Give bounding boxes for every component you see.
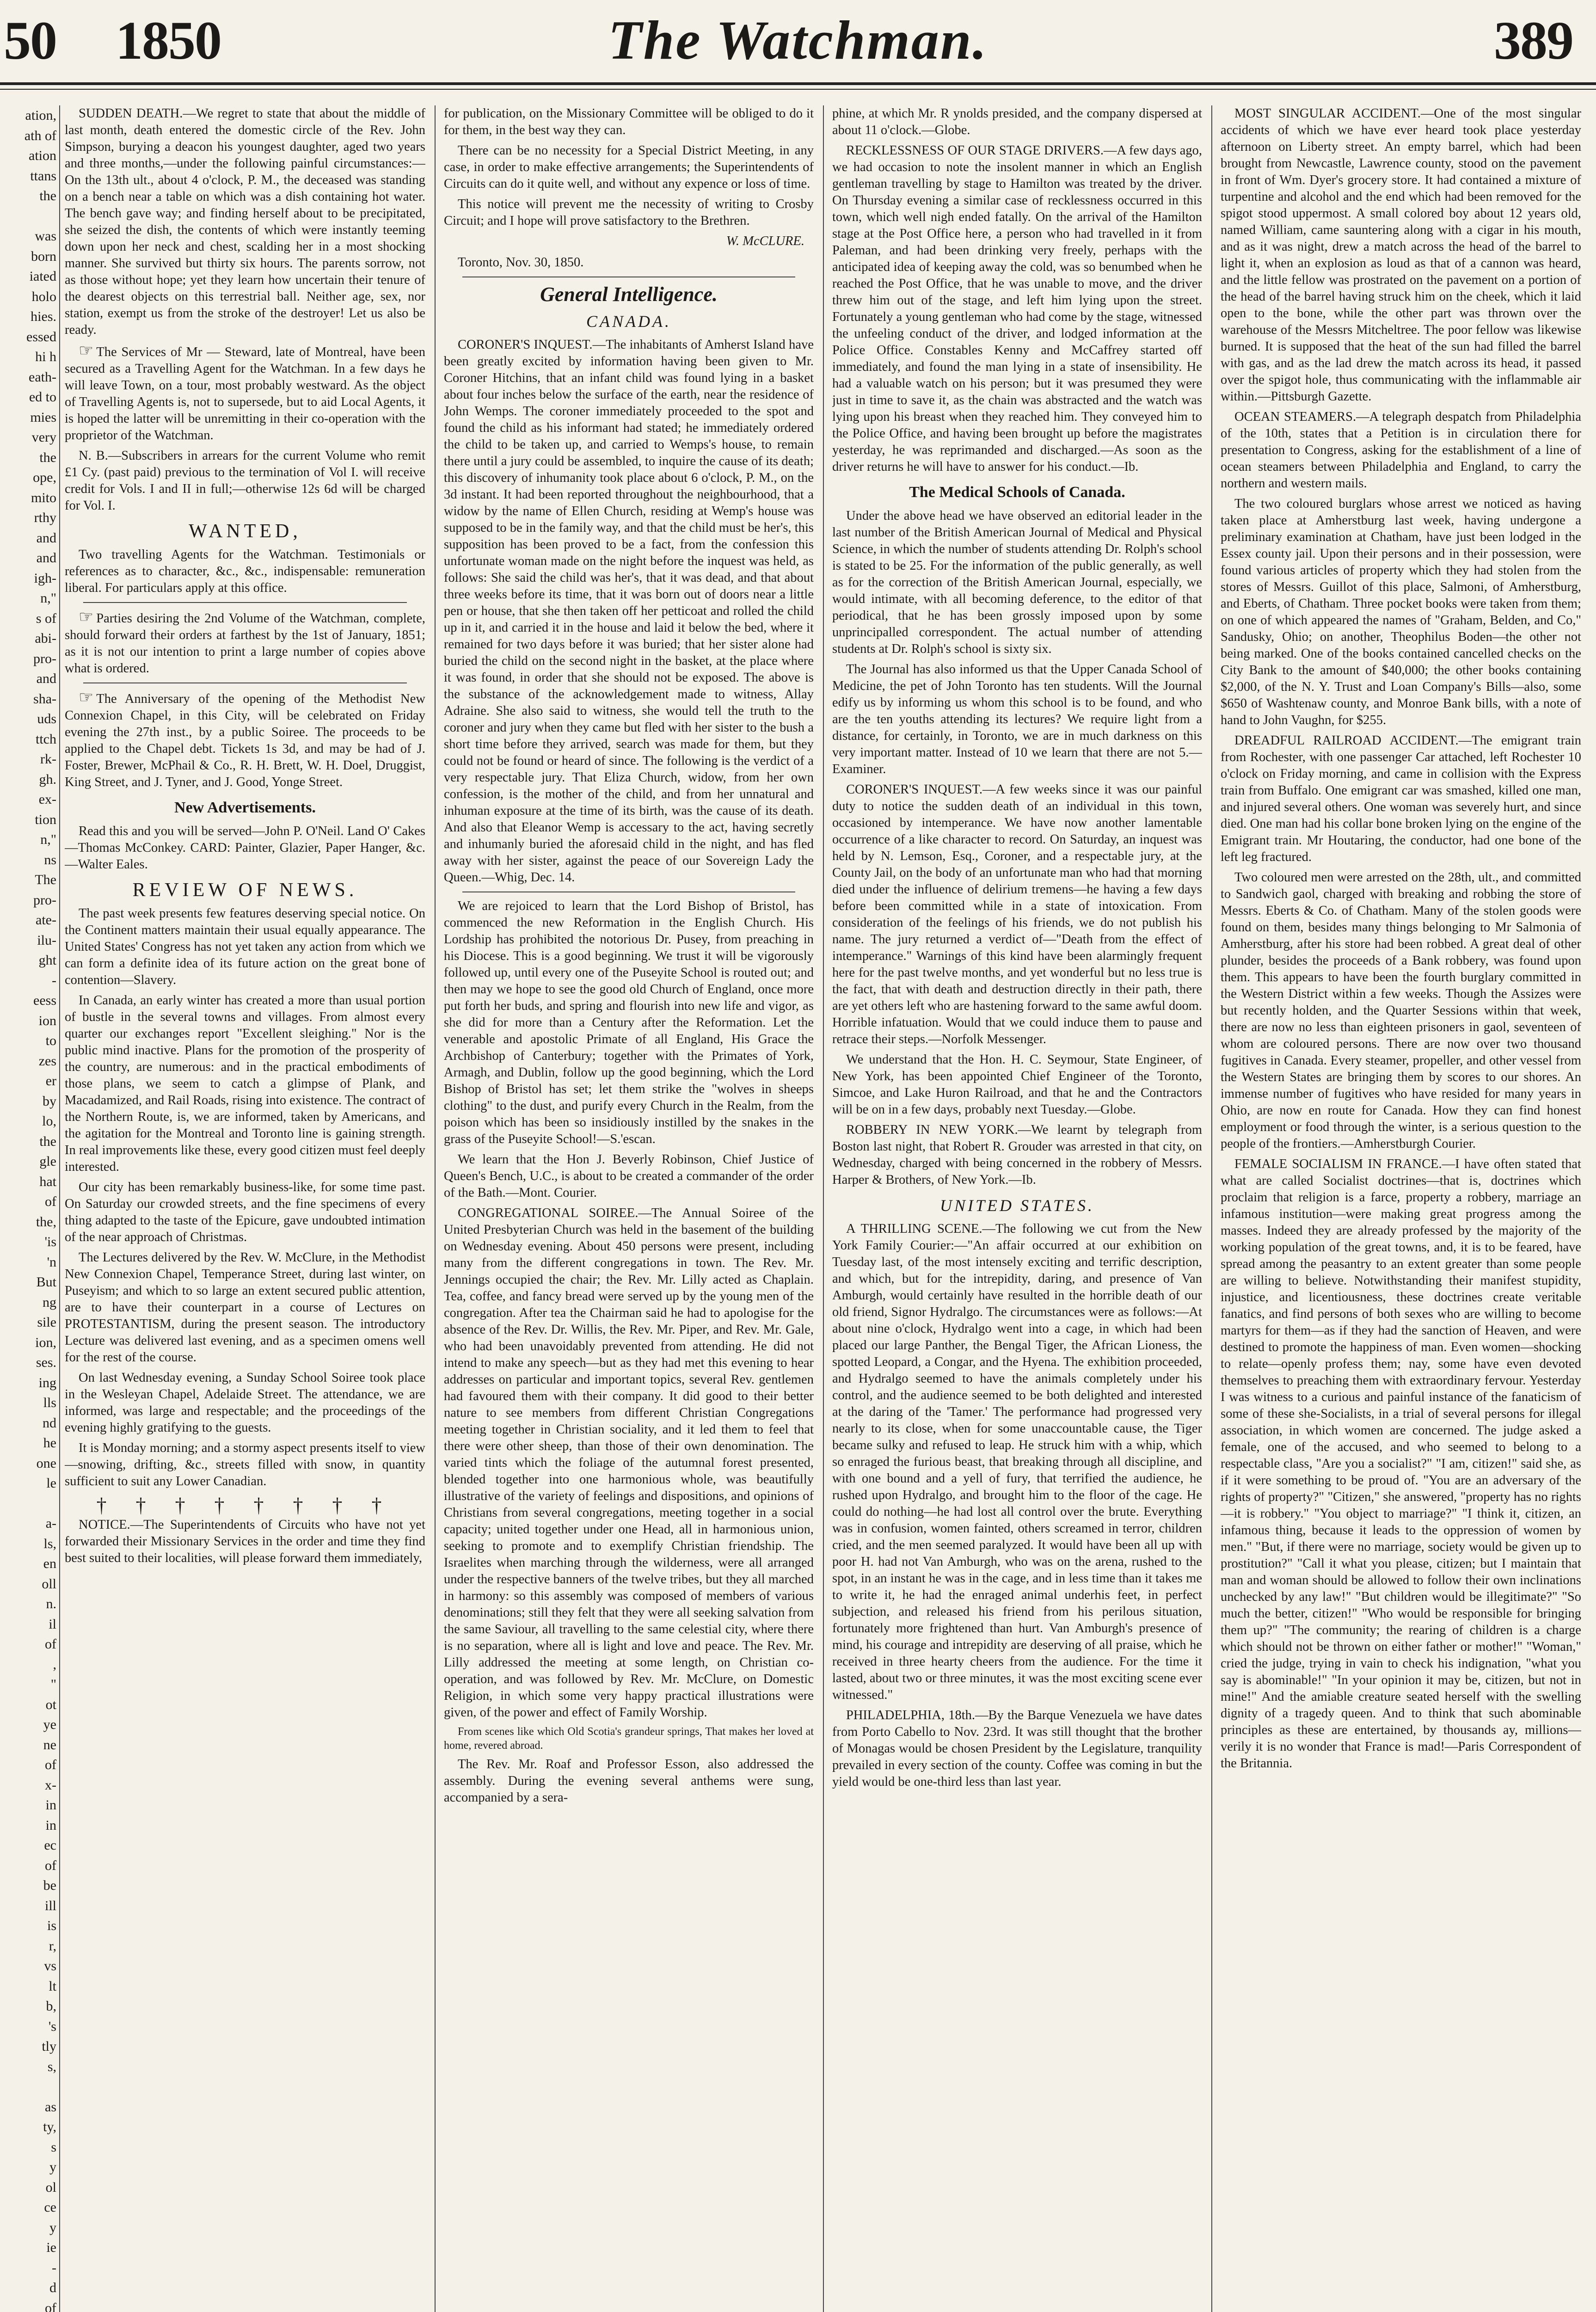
cropped-text-fragment: lo, xyxy=(42,1113,56,1129)
cropped-text-fragment: and xyxy=(36,550,56,566)
cropped-text-fragment: hies. xyxy=(31,309,56,324)
notice-subscribers: N. B.—Subscribers in arrears for the current Volume who remit £1 Cy. (past paid) previous to the termination of Vol I. will receive credit for Vols. I and II in full;—otherwise 12s 6d will be charged for Vol. I. xyxy=(65,449,425,513)
newspaper-title: The Watchman. xyxy=(608,9,988,71)
cropped-text-fragment: born xyxy=(31,248,56,264)
cropped-text-fragment: ye xyxy=(43,1717,56,1732)
cropped-text-fragment: ng xyxy=(43,1294,56,1310)
letter-signature: W. McCLURE. xyxy=(726,234,804,248)
cropped-text-fragment: ot xyxy=(45,1697,56,1712)
cropped-text-fragment: and xyxy=(36,530,56,546)
column-divider xyxy=(59,105,60,2312)
article-inquest: CORONER'S INQUEST.—The inhabitants of Amherst Island have been greatly excited by information having been given to Mr. Coroner Hitchins, that an infant child was found lying in a basket about four inches below the surface of the earth, near the residence of John Wemps. The coroner immediately proceeded to the spot and found the child as his informant had stated; he immediately ordered the child to be taken up, and carried to Wemps's house, to remain there until a jury could be assembled, to inquire the cause of its death; this discovery of inhumanity took place about 6 o'clock, P. M., on the 3d instant. It had been reported throughout the neighbourhood, that a widow by the name of Ellen Church, residing at Wemp's house was supposed to be in the family way, and that the child must be her's, this supposition has been proved to be a fact, from the confession this unfortunate woman made on the night before the inquest was held, as follows: She said the child was her's, that it was dead, and that about three weeks before its time, that it was born out of doors near a little pen or house, that she then taken off her petticoat and rolled the child up in it, and carried it in the house and laid it below the bed, where it remained for two days before it was buried; that her sister alone had buried the child on the second night in the basket, at the place where it was found, in order that she should not be exposed. The above is the substance of the acknowledgement made to witness, Allay Adraine. She also said to witness, she would tell the truth to the coroner and jury when they came but fled with her sister to the bush a short time before they arrived, search was made for them, but they could not be found or heard of since. The following is the verdict of a very respectable jury. That Eliza Church, widow, from her own confession, is the mother of the child, and from her unnatural and inhuman exposure at the time of its birth, was the cause of its death. And also that Eleanor Wemp is accessary to the act, having secretly and inhumanly buried the aforesaid child in the night, and has fled away with her sister, against the peace of our Sovereign Lady the Queen.—Whig, Dec. 14. xyxy=(444,338,814,885)
dagger-ornament-row: † † † † † † † † xyxy=(96,1494,394,1517)
cropped-text-fragment: the xyxy=(39,1133,56,1149)
cropped-text-fragment: in xyxy=(45,1817,56,1833)
cropped-text-fragment: gle xyxy=(39,1154,56,1169)
pointing-hand-icon: ☞ xyxy=(79,608,94,626)
cropped-text-fragment: eath- xyxy=(29,369,56,385)
review-paragraph: On last Wednesday evening, a Sunday School Soiree took place in the Wesleyan Chapel, Adelaide Street. The attendance, we are informed, was large and respectable; and the proceedings of the evening highly gratifying to the guests. xyxy=(65,1371,425,1435)
cropped-text-fragment: le xyxy=(46,1476,56,1491)
article-thrilling-scene: A THRILLING SCENE.—The following we cut from the New York Family Courier:—"An affair occurred at our exhibition on Tuesday last, of the most intensely exciting and terrific description, and which, but for the intrepidity, daring, and presence of Van Amburgh, would certainly have resulted in the horrible death of our old friend, Signor Hydralgo. The circumstances were as follows:—At about nine o'clock, Hydralgo went into a cage, in which had been placed our large Panther, the Bengal Tiger, the African Lioness, the spotted Leopard, a Congar, and the Hyena. The exhibition proceeded, and Hydralgo seemed to have the animals completely under his control, and the audience seemed to be both delighted and interested at the daring of the 'Tamer.' The performance had progressed very nearly to its close, when for some unaccountable cause, the Tiger became sulky and refused to leap. He struck him with a whip, which so enraged the furious beast, that breaking through all discipline, and with one bound and a yell of fury, that terrified the audience, he rushed upon Hydralgo, and brought him to the floor of the cage. He could do nothing—he had lost all control over the brute. Everything was in confusion, women fainted, others screamed in terror, children cried, and the men seemed paralyzed. It would have been all up with poor H. had not Van Amburgh, who was on the arena, rushed to the spot, in an instant he was in the cage, and in less time than it takes me to write it, he had the enraged animal underhis feet, in perfect subjection, and released his friend from his perilous situation, fortunately more frightened than hurt. Van Amburgh's presence of mind, his courage and intrepidity are deserving of all praise, which he received in three hearty cheers from the audience. For the time it lasted, about two or three minutes, it was the most exciting scene ever witnessed." xyxy=(832,1222,1202,1702)
cropped-text-fragment: r, xyxy=(49,1938,56,1954)
article-soiree: CONGREGATIONAL SOIREE.—The Annual Soiree of the United Presbyterian Church was held in the basement of the building on Wednesday evening. About 450 persons were present, including many from the different congregations in town. The Rev. Mr. Jennings occupied the chair; the Rev. Mr. Lilly acted as Chaplain. Tea, coffee, and fancy bread were served up by the young men of the congregation. After tea the Chairman said he had to apologise for the absence of the Rev. Dr. Willis, the Rev. Mr. Piper, and Rev. Mr. Gale, who had been unavoidably prevented from attending. He did not intend to make any speech—but as they had met this evening to hear addresses on particular and important topics, several Rev. gentlemen had favoured them with their company. It did good to their better nature to see members from different Christian Congregations meeting together in Christian sociality, and it led them to feel that there were other sheep, than those of their own denomination. The varied tints which the foliage of the autumnal forest presented, blended together into one harmonious whole, was beautifully illustrative of the variety of feelings and dispositions, and opinions of Christians from several congregations, meeting together in a social capacity; united together under one Head, all in harmonious union, seeking to promote and to exemplify Christian friendship. The Israelites when marching through the wilderness, were all arranged under the respective banners of the twelve tribes, but they all marched in harmony: so this assembly was composed of members of various denominations; still they felt that they were all seeking salvation from the same Saviour, all travelling to the same celestial city, where there is no separation, where all is light and love and peace. The Rev. Mr. Lilly addressed the meeting at some length, on Christian co-operation, and was followed by Rev. Mr. McClure, on Domestic Religion, in which some very happy practical illustrations were given, of the power and effect of Family Worship. xyxy=(444,1206,814,1720)
cropped-text-fragment: the xyxy=(39,188,56,203)
cropped-text-fragment: oll xyxy=(42,1576,56,1592)
cropped-text-fragment: gh. xyxy=(39,771,56,787)
article-female-socialism: FEMALE SOCIALISM IN FRANCE.—I have often stated that what are called Socialist doctrines—that is, doctrines which proclaim that religion is a farce, property a robbery, marriage an infamous institution—were making great progress among the masses. Indeed they are already professed by the majority of the working population of the great towns, and, it is to be feared, have spread among the peasantry to an extent greater than some people are willing to believe. Notwithstanding their manifest stupidity, injustice, and licentiousness, these doctrines create veritable fanatics, and find persons of both sexes who are willing to become martyrs for them—as if they had the sanction of Heaven, and were destined to promote the happiness of man. Even women—shocking to relate—openly profess them; nay, some have even devoted themselves to preaching them with extraordinary fervour. Yesterday I was witness to a curious and painful instance of the fanaticism of some of these she-Socialists, in a trial of several persons for illegal association, in which women are concerned. The judge asked a female, one of the accused, and who seemed to belong to a respectable class, "Are you a socialist?" "I am, citizen!" said she, as if it were something to be proud of. "You are an adversary of the rights of property?" "Citizen," she answered, "property has no rights—it is robbery." "You object to marriage?" "I think it, citizen, an infamous thing, because it leads to the oppression of women by men." "But, if there were no marriage, society would be given up to prostitution?" "Call it what you please, citizen; but I maintain that man and woman should be allowed to follow their own inclinations unchecked by any law!" "But children would be illegitimate?" "So much the better, citizen!" "Who would be responsible for bringing them up?" "The community; the rearing of children is a charge which should not be thrown on either father or mother!" "Woman," cried the judge, trying in vain to check his indignation, "what you say is abominable!" "In your opinion it may be, citizen, but not in mine!" And the amiable creature seated herself with the swelling dignity of a tragedy queen. And to think that such abominable principles as these are entertained, by thousands ay, millions—verily it is no wonder that France is mad!—Paris Correspondent of the Britannia. xyxy=(1221,1157,1581,1771)
cropped-text-fragment: , xyxy=(53,1656,56,1672)
column-2 xyxy=(444,105,814,2312)
cropped-text-fragment: n," xyxy=(40,832,56,847)
cropped-text-fragment: ilu- xyxy=(37,932,56,948)
cropped-text-fragment: vs xyxy=(44,1958,56,1974)
wanted-text: Two travelling Agents for the Watchman. Testimonials or references as to character, &c., &c., indispensable: remuneration liberal. For particulars apply at this office. xyxy=(65,547,425,595)
article-medical: Under the above head we have observed an editorial leader in the last number of the British American Journal of Medical and Physical Science, in which the number of students attending Dr. Rolph's school is stated to be 25. For the information of the public generally, as well as for the correction of the British American Journal, especially, we would intimate, with all becoming deference, to the editor of that periodical, that he has been grossly imposed upon by some unprincipalled correspondent. The actual number of attending students at Dr. Rolph's school is sixty six. xyxy=(832,509,1202,656)
cropped-text-fragment: n. xyxy=(46,1596,56,1611)
notice-volume xyxy=(65,609,425,677)
cropped-text-fragment: ion, xyxy=(35,1334,56,1350)
new-advertisements-heading: New Advertisements. xyxy=(174,799,316,816)
pointing-hand-icon: ☞ xyxy=(79,688,94,707)
cropped-text-fragment: abi- xyxy=(35,631,56,646)
verse-quote: From scenes like which Old Scotia's grandeur springs, That makes her loved at home, revered abroad. xyxy=(444,1726,814,1752)
cropped-text-fragment: holo xyxy=(31,289,56,304)
cropped-text-fragment: ation, xyxy=(25,108,56,123)
letter-dateline: Toronto, Nov. 30, 1850. xyxy=(458,255,584,270)
article-arrested: Two coloured men were arrested on the 28th, ult., and committed to Sandwich gaol, charged with breaking and robbing the store of Messrs. Eberts & Co. of Chatham. Many of the stolen goods were found on them, besides many things belonging to Mr Salmonia of Amherstburg, after his store had been robbed. A great deal of other plunder, besides the proceeds of a Bank robbery, was found upon them. This appears to have been the fourth burglary committed in the Western District within a few weeks. Though the Assizes were but recently holden, and the Quarter Sessions within that week, there are now no less than eighteen prisoners in gaol, seventeen of whom are coloured persons. There are now over two thousand fugitives in Canada. Every steamer, propeller, and other vessel from the Western States are bringing them by scores to our shores. An immense number of fugitives who have resided for many years in Ohio, are now en route for Canada. How they can find honest employment or food through the winter, is a serious question to the people of the frontiers.—Amherstburgh Courier. xyxy=(1221,870,1581,1151)
article-philadelphia: PHILADELPHIA, 18th.—By the Barque Venezuela we have dates from Porto Cabello to Nov. 23rd. It was still thought that the brother of Monagas would be chosen President by the Legislature, tranquility prevailed in every section of the county. Coffee was coming in but the yield would be one-third less than last year. xyxy=(832,1708,1202,1789)
cropped-text-fragment: a- xyxy=(45,1516,56,1531)
wanted-heading: WANTED, xyxy=(189,521,301,542)
soiree-continuation: phine, at which Mr. R ynolds presided, and the company dispersed at about 11 o'clock.—Globe. xyxy=(832,106,1202,137)
cropped-text-fragment: ls, xyxy=(43,1536,56,1551)
cropped-text-fragment: x- xyxy=(45,1777,56,1793)
cropped-text-fragment: y xyxy=(49,2159,56,2175)
cropped-text-fragment: ed to xyxy=(29,389,56,405)
cropped-text-fragment: tion xyxy=(35,812,56,827)
letter-continuation: for publication, on the Missionary Committee will be obliged to do it for them, in the best way they can. xyxy=(444,106,814,137)
cropped-text-fragment: one xyxy=(36,1455,56,1471)
cropped-text-fragment: mito xyxy=(31,490,56,505)
cropped-text-fragment: uds xyxy=(37,711,56,726)
cropped-text-fragment: the xyxy=(39,449,56,465)
article-singular-accident: MOST SINGULAR ACCIDENT.—One of the most singular accidents of which we have ever heard took place yesterday afternoon on Liberty street. An empty barrel, which had been brought from Newcastle, Lawrence county, stood on the pavement in front of Wm. Dyer's grocery store. It had contained a mixture of turpentine and alcohol and the end which had been removed for the spigot stood uppermost. A small colored boy about 12 years old, named William, came sauntering along with a cigar in his mouth, and as it was night, drew a match across the head of the barrel to light it, when an explosion as loud as that of a cannon was heard, and the little fellow was prostrated on the pavement on a portion of the head of the barrel having struck him on the cheek, which it laid open to the bone, while the other part was thrown over the warehouse of the Messrs Mitcheltree. The poor fellow was likewise burned. It is supposed that the heat of the sun had filled the barrel with gas, and as the lad drew the match across its head, it passed over the spigot hole, thus communicating with the inflammable air within.—Pittsburgh Gazette. xyxy=(1221,106,1581,404)
notice-superintendents: NOTICE.—The Superintendents of Circuits who have not yet forwarded their Missionary Services in the order and time they find best suited to their localities, will please forward them immediately, xyxy=(65,1518,425,1565)
cropped-text-fragment: of xyxy=(45,1857,56,1873)
notice-anniversary xyxy=(65,689,425,791)
column-divider xyxy=(823,105,824,2312)
cropped-text-fragment: ne xyxy=(43,1737,56,1752)
cropped-text-fragment: But xyxy=(36,1274,56,1290)
column-divider xyxy=(1211,105,1212,2312)
article-recklessness: RECKLESSNESS OF OUR STAGE DRIVERS.—A few days ago, we had occasion to note the insolent manner in which an English gentleman travelling by stage to Hamilton was treated by the driver. On Thursday evening a similar case of recklessness occurred in this town, which well nigh ended fatally. On the arrival of the Hamilton stage at the Post Office here, a person who had travelled in it from Paleman, and had been drinking very freely, perhaps with the anticipated idea of keeping away the cold, was so benumbed when he reached the Post Office, that he was unable to move, and the driver threw him out of the stage, and left him lying upon the street. Fortunately a young gentleman who had come by the stage, witnessed the unfeeling conduct of the driver, and lodged information at the Police Office. Constables Kenny and McCaffrey started off immediately, and found the man lying in a state of insensibility. He had a valuable watch on his person; but it was presumed they were just in time to save it, as the chain was abstracted and the watch was lying upon his breast when they reached him. They conveyed him to the Police Office, and having been brought up before the magistrates yesterday, he was reprimanded and discharged.—As soon as the driver returns he will have to answer for his conduct.—Ib. xyxy=(832,143,1202,474)
article-seymour: We understand that the Hon. H. C. Seymour, State Engineer, of New York, has been appointed Chief Engineer of the Toronto, Simcoe, and Lake Huron Railroad, and that he and the Contractors will be on in a few days, probably next Tuesday.—Globe. xyxy=(832,1052,1202,1117)
masthead xyxy=(0,0,1596,106)
review-paragraph: The past week presents few features deserving special notice. On the Continent matters maintain their usual equally appearance. The United States' Congress has not yet taken any action from which we can form a definite idea of its future action on the great bone of contention—Slavery. xyxy=(65,906,425,987)
page-number-left: 50 xyxy=(4,10,56,71)
article-bishop-bristol: We are rejoiced to learn that the Lord Bishop of Bristol, has commenced the new Reformation in the English Church. His Lordship has prohibited the notorious Dr. Pusey, from preaching in his Diocese. This is a good beginning. We trust it will be vigorously followed up, until every one of the Puseyite School is routed out; and then may we hope to see the good old Church of England, once more put forth her buds, and spring and flourish into new life and vigor, as she did for more than a Century after the Reformation. Let the venerable and apostolic Primate of all England, His Grace the Archbishop of Canterbury; together with the Primates of York, Armagh, and Dublin, follow up the good beginning, which the Lord Bishop of Bristol has set; let them strike the "wolves in sheeps clothing" to the dust, and purify every Church in the Realm, from the poison which has been so insidiously instilled by the snakes in the grass of the Puseyite School!—S.'escan. xyxy=(444,899,814,1146)
cropped-text-fragment: en xyxy=(43,1556,56,1571)
cropped-text-fragment: nd xyxy=(43,1415,56,1431)
cropped-text-fragment: sile xyxy=(37,1315,56,1330)
column-4 xyxy=(1221,105,1581,2312)
notice-volume-text: Parties desiring the 2nd Volume of the Watchman, complete, should forward their orders at farthest by the 1st of January, 1851; as it is not our intention to print a large number of copies above what is ordered. xyxy=(65,611,425,676)
cropped-text-fragment: s of xyxy=(36,610,56,626)
cropped-text-fragment: lt xyxy=(49,1978,56,1994)
pointing-hand-icon: ☞ xyxy=(79,341,94,360)
cropped-text-fragment: he xyxy=(43,1435,56,1451)
cropped-text-fragment: of xyxy=(45,1757,56,1772)
article-robinson: We learn that the Hon J. Beverly Robinson, Chief Justice of Queen's Bench, U.C., is about to be created a commander of the order of the Bath.—Mont. Courier. xyxy=(444,1152,814,1200)
cropped-text-fragment: y xyxy=(49,2220,56,2235)
separator xyxy=(83,602,407,603)
notice-services xyxy=(65,342,425,444)
cropped-text-fragment: ex- xyxy=(38,792,56,807)
cropped-text-fragment: ath of xyxy=(24,128,56,143)
cropped-text-fragment: ion xyxy=(38,1013,56,1028)
cropped-text-fragment: rthy xyxy=(34,510,56,525)
cropped-text-fragment: ill xyxy=(44,1898,56,1913)
cropped-text-fragment: of xyxy=(45,1194,56,1209)
cropped-text-fragment: as xyxy=(45,2099,56,2115)
cropped-text-fragment: s, xyxy=(47,2059,56,2074)
cropped-text-fragment: to xyxy=(45,1033,56,1048)
article-ocean-steamers: OCEAN STEAMERS.—A telegraph despatch from Philadelphia of the 10th, states that a Petition is in circulation there for presentation to Congress, asking for the establishment of a line of ocean steamers between Philadelphia and England, to carry the northern and western mails. xyxy=(1221,410,1581,491)
cropped-text-fragment: " xyxy=(50,1677,56,1692)
general-intelligence-heading: General Intelligence. xyxy=(540,283,718,306)
cropped-column-fragments xyxy=(0,105,56,2312)
canada-heading: CANADA. xyxy=(586,312,671,331)
cropped-text-fragment: zes xyxy=(38,1053,56,1069)
cropped-text-fragment: eess xyxy=(33,993,56,1008)
cropped-text-fragment: of xyxy=(45,1636,56,1652)
cropped-text-fragment xyxy=(0,2077,56,2097)
cropped-text-fragment: 'is xyxy=(44,1234,56,1249)
cropped-text-fragment: of xyxy=(45,2300,56,2312)
cropped-text-fragment: d xyxy=(49,2280,56,2295)
cropped-text-fragment: sha- xyxy=(33,691,56,707)
cropped-text-fragment: iated xyxy=(29,269,56,284)
issue-year: 1850 xyxy=(116,10,221,71)
cropped-text-fragment: ie xyxy=(46,2240,56,2255)
cropped-text-fragment: b, xyxy=(46,1998,56,2014)
cropped-text-fragment: and xyxy=(36,671,56,686)
cropped-text-fragment: ation xyxy=(29,148,56,163)
cropped-text-fragment: 's xyxy=(48,2018,56,2034)
cropped-text-fragment: ses. xyxy=(36,1355,56,1370)
cropped-text-fragment: The xyxy=(35,872,56,887)
cropped-text-fragment: n," xyxy=(40,590,56,606)
article-sudden-death: SUDDEN DEATH.—We regret to state that about the middle of last month, death entered the domestic circle of the Rev. John Simpson, burying a deacon his youngest daughter, aged two years and three months,—under the following painful circumstances:—On the 13th ult., about 4 o'clock, P. M., the deceased was standing on a bench near a table on which was a dish containing hot water. The bench gave way; and finding herself about to be precipitated, she seized the dish, the contents of which were instantly teeming down upon her neck and chest, scalding her in a most shocking manner. She survived but thirty six hours. The parents sorrow, not as those without hope; yet they learn how uncertain their tenure of the dearest objects on this terrestrial ball. Neither age, sex, nor station, exempt us from the stroke of the destroyer! Let us also be ready. xyxy=(65,106,425,337)
article-railroad-accident: DREADFUL RAILROAD ACCIDENT.—The emigrant train from Rochester, with one passenger Car attached, left Rochester 10 o'clock on Friday morning, and came in collision with the Express train from Buffalo. One emigrant car was smashed, killed one man, and injured several others. One woman was severely hurt, and since died. One man had his collar bone broken lying on the engine of the Emigrant train. Mr Houtaring, the conductor, had one bone of the left leg fractured. xyxy=(1221,733,1581,864)
cropped-text-fragment: pro- xyxy=(33,651,56,666)
cropped-text-fragment: ty, xyxy=(43,2119,56,2134)
article-burglars: The two coloured burglars whose arrest we noticed as having taken place at Amherstburg last week, having undergone a preliminary examination at Chatham, have just been lodged in the Essex county jail. Upon their persons and in their possession, were found various articles of property which they had stolen from the stores of Messrs. Guillot of this place, Salmoni, of Amherstburg, and Eberts, of Chatham. Three pocket books were taken from them; on one of which appeared the names of "Graham, Belden, and Co," Sandusky, Ohio; on another, Theophilus Boden—the other not being marked. One of the books contained cancelled checks on the City Bank to the amount of $40,000; the other books containing $2,000, of the N. Y. Trust and Loan Company's Bills—also, some $650 of Washtenaw county, and Monroe Bank bills, with a note of hand to John Vaughn, for $255. xyxy=(1221,497,1581,727)
review-of-news-heading: REVIEW OF NEWS. xyxy=(132,879,358,901)
cropped-text-fragment: ttch xyxy=(36,731,56,747)
column-3 xyxy=(832,105,1202,2312)
medical-schools-heading: The Medical Schools of Canada. xyxy=(909,484,1125,501)
review-paragraph: It is Monday morning; and a stormy aspect presents itself to view—snowing, drifting, &c., streets filled with snow, in quantity sufficient to suit any Lower Canadian. xyxy=(65,1441,425,1488)
article-medical: The Journal has also informed us that the Upper Canada School of Medicine, the pet of John Toronto has ten students. Will the Journal edify us by informing us whom this school is to be found, and who are the ten youths attending its lectures? We require light from a distance, for certainly, in Toronto, we are in much darkness on this very important matter. Instead of 10 we learn that there are not 5.—Examiner. xyxy=(832,662,1202,776)
cropped-text-fragment: was xyxy=(35,228,56,244)
cropped-text-fragment: ing xyxy=(38,1375,56,1390)
review-paragraph: In Canada, an early winter has created a more than usual portion of bustle in the several towns and villages. From almost every quarter our exchanges report "Excellent sleighing." Nor is the public mind inactive. Plans for the promotion of the prosperity of the country, are numerous: and in the practical embodiments of those plans, we seem to catch a glimpse of Plank, and Macadamized, and Rail Roads, rising into existence. The contract of the Northern Route, is, we are informed, taken by Americans, and the agitation for the Montreal and Toronto line is gaining strength. In real improvements like these, every good citizen must feel deeply interested. xyxy=(65,993,425,1174)
page-number-right: 389 xyxy=(1494,10,1573,71)
cropped-text-fragment: ce xyxy=(44,2200,56,2215)
cropped-text-fragment: rk- xyxy=(40,751,56,767)
cropped-text-fragment: lls xyxy=(43,1395,56,1410)
cropped-text-fragment xyxy=(0,1494,56,1514)
review-paragraph: Our city has been remarkably business-like, for some time past. On Saturday our crowded streets, and the fine specimens of every thing adapted to the taste of the Epicure, gave undoubted intimation of the near approach of Christmas. xyxy=(65,1180,425,1244)
cropped-text-fragment: er xyxy=(45,1073,56,1088)
united-states-heading: UNITED STATES. xyxy=(939,1196,1095,1215)
masthead-rule xyxy=(0,82,1596,85)
cropped-text-fragment: hat xyxy=(39,1174,56,1189)
cropped-text-fragment: ec xyxy=(44,1838,56,1853)
article-robbery: ROBBERY IN NEW YORK.—We learnt by telegraph from Boston last night, that Robert R. Grouder was arrested in that city, on Wednesday, charged with being concerned in the robbery of Messrs. Harper & Brothers, of New York.—Ib. xyxy=(832,1123,1202,1187)
new-advertisements-text: Read this and you will be served—John P. O'Neil. Land O' Cakes—Thomas McConkey. CARD: Painter, Glazier, Paper Hanger, &c.—Walter Eales. xyxy=(65,824,425,872)
cropped-text-fragment: by xyxy=(43,1093,56,1109)
cropped-text-fragment: tly xyxy=(42,2039,56,2054)
cropped-text-fragment: il xyxy=(49,1616,56,1632)
letter-continuation: There can be no necessity for a Special District Meeting, in any case, in order to make effective arrangements; the Superintendents of Circuits can do it quite well, and without any expence or loss of time. xyxy=(444,143,814,191)
cropped-text-fragment: very xyxy=(31,430,56,445)
cropped-text-fragment: mies xyxy=(30,409,56,425)
review-paragraph: The Lectures delivered by the Rev. W. McClure, in the Methodist New Connexion Chapel, Temperance Street, during last winter, on Puseyism; and which to so large an extent secured public attention, are to have their counterpart in a course of Lectures on PROTESTANTISM, during the present season. The introductory Lecture was delivered last evening, and as a specimen omens well for the rest of the course. xyxy=(65,1250,425,1365)
cropped-text-fragment: ate- xyxy=(36,912,56,928)
notice-anniversary-text: The Anniversary of the opening of the Methodist New Connexion Chapel, in this City, will be celebrated on Friday evening the 27th inst., by a public Soiree. The proceeds to be applied to the Chapel debt. Tickets 1s 3d, and may be had of J. Foster, Brewer, McPhail & Co., R. H. Brett, W. H. Doel, Druggist, King Street, and J. Tyner, and J. Good, Yonge Street. xyxy=(65,692,425,789)
cropped-text-fragment: igh- xyxy=(34,570,56,586)
cropped-text-fragment: pro- xyxy=(33,892,56,908)
cropped-text-fragment xyxy=(0,206,56,227)
cropped-text-fragment: essed xyxy=(26,329,56,344)
cropped-text-fragment: ol xyxy=(45,2179,56,2195)
cropped-text-fragment: ttans xyxy=(30,168,56,184)
cropped-text-fragment: ght xyxy=(38,953,56,968)
masthead-rule-thin xyxy=(0,89,1596,90)
cropped-text-fragment: hi h xyxy=(35,349,56,364)
letter-continuation: This notice will prevent me the necessity of writing to Crosby Circuit; and I hope will prove satisfactory to the Brethren. xyxy=(444,197,814,228)
article-roaf: The Rev. Mr. Roaf and Professor Esson, also addressed the assembly. During the evening several anthems were sung, accompanied by a sera- xyxy=(444,1757,814,1805)
cropped-text-fragment: in xyxy=(45,1797,56,1813)
cropped-text-fragment: - xyxy=(52,2260,56,2275)
cropped-text-fragment: ope, xyxy=(33,470,56,485)
column-divider xyxy=(435,105,436,2312)
article-coroner: CORONER'S INQUEST.—A few weeks since it was our painful duty to notice the sudden death of an individual in this town, occasioned by intemperance. We have now another lamentable occurrence of a like character to record. On Saturday, an inquest was held by N. Lemson, Esq., Coroner, and a respectable jury, at the County Jail, on the body of an unfortunate man who had that morning died under the influence of delirium tremens—he having a few days before been committed while in a state of intoxication. From consideration of the feelings of his friends, we do not publish his name. The jury returned a verdict of—"Death from the effect of intemperance." Warnings of this kind have been alarmingly frequent here for the past twelve months, and yet wonderful but no less true is the fact, that with death and destruction directly in their path, there are yet others left who are hastening forward to the same awful doom. Horrible infatuation. Would that we could induce them to pause and retrace their steps.—Norfolk Messenger. xyxy=(832,782,1202,1046)
cropped-text-fragment: - xyxy=(52,972,56,988)
notice-services-text: The Services of Mr — Steward, late of Montreal, have been secured as a Travelling Agent for the Watchman. In a few days he will leave Town, on a tour, most probably westward. As the object of Travelling Agents is, not to supersede, but to aid Local Agents, it is hoped the latter will be unremitting in their co-operation with the proprietor of the Watchman. xyxy=(65,345,425,443)
cropped-text-fragment: be xyxy=(43,1878,56,1893)
cropped-text-fragment: ns xyxy=(44,852,56,867)
cropped-text-fragment: the, xyxy=(36,1214,56,1230)
cropped-text-fragment: s xyxy=(51,2139,56,2155)
cropped-text-fragment: is xyxy=(47,1918,56,1933)
column-1 xyxy=(65,105,425,2312)
cropped-text-fragment: 'n xyxy=(47,1254,56,1270)
